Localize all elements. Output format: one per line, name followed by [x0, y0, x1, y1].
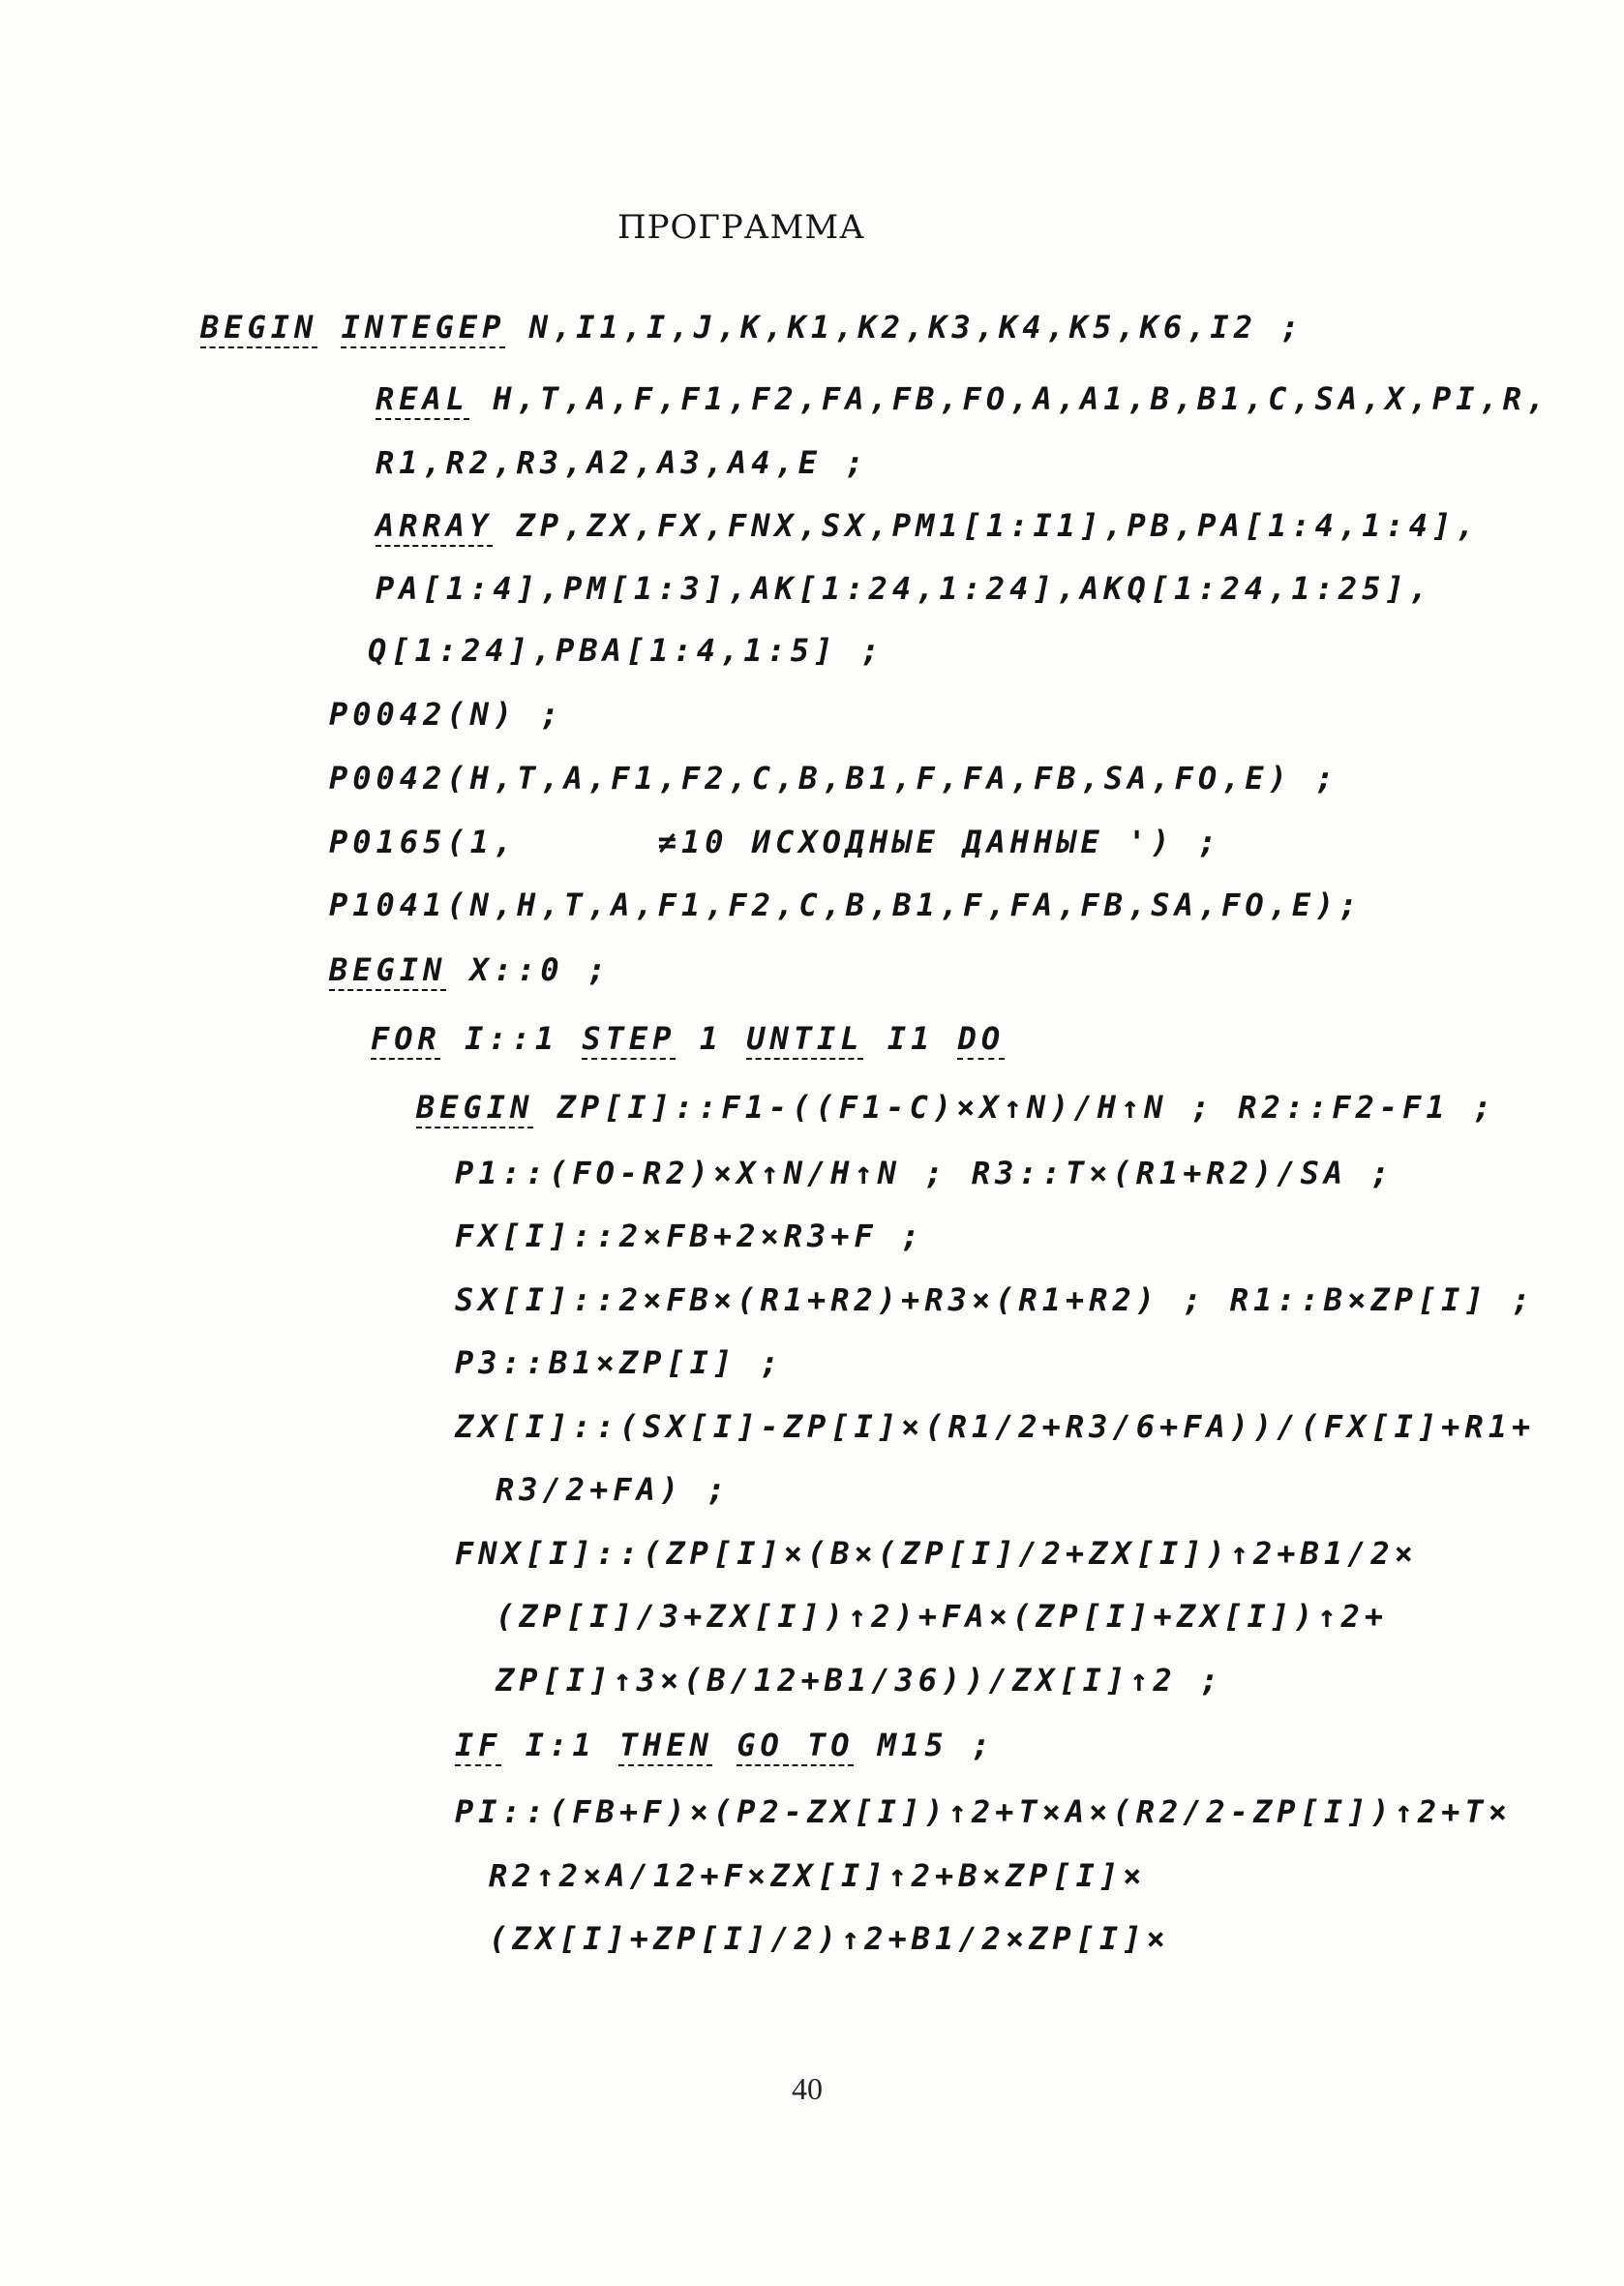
code-line	[368, 631, 885, 670]
code-line	[496, 1470, 731, 1509]
code-line	[489, 1856, 1146, 1895]
code-text: I1	[863, 1020, 958, 1057]
code-line	[200, 308, 1304, 346]
page-title: ПРОГРАММА	[617, 208, 865, 247]
code-keyword: BEGIN	[200, 309, 318, 346]
code-text: PI::(FB+F)×(P2-ZX[I])↑2+T×A×(R2/2-ZP[I])↑2+T×	[455, 1793, 1512, 1830]
code-text: P1::(FO-R2)×X↑N/H↑N ; R3::T×(R1+R2)/SA ;	[455, 1155, 1395, 1191]
code-line	[329, 759, 1338, 797]
code-line	[329, 950, 611, 989]
code-line	[455, 1154, 1395, 1192]
code-line	[455, 1726, 995, 1764]
code-line	[376, 379, 1549, 418]
code-keyword: REAL	[376, 380, 470, 417]
code-text: I::1	[440, 1020, 583, 1057]
code-text: P1041(N,H,T,A,F1,F2,C,B,B1,F,FA,FB,SA,FO,E);	[329, 887, 1363, 923]
code-text: M15 ;	[854, 1727, 996, 1763]
code-text: P0165(1, ≠10 ИСХОДНЫЕ ДАННЫЕ ') ;	[329, 824, 1222, 860]
code-keyword: INTEGEP	[341, 309, 506, 346]
code-text	[317, 309, 341, 346]
code-text: ZP[I]::F1-((F1-C)×X↑N)/H↑N ; R2::F2-F1 ;	[533, 1089, 1497, 1126]
code-line	[496, 1597, 1388, 1636]
code-line	[376, 506, 1479, 545]
code-line	[455, 1407, 1535, 1446]
code-line	[455, 1534, 1418, 1573]
code-keyword: IF	[455, 1727, 502, 1763]
code-text: FX[I]::2×FB+2×R3+F ;	[455, 1218, 925, 1254]
code-line	[455, 1217, 924, 1255]
code-keyword: BEGIN	[329, 951, 447, 988]
code-line	[416, 1088, 1496, 1127]
page-number: 40	[792, 2071, 823, 2106]
code-keyword: ARRAY	[376, 507, 494, 544]
code-text: R1,R2,R3,A2,A3,A4,E ;	[376, 444, 869, 481]
code-text: R2↑2×A/12+F×ZX[I]↑2+B×ZP[I]×	[489, 1857, 1147, 1894]
code-line	[329, 823, 1221, 861]
code-text: P3::B1×ZP[I] ;	[455, 1344, 784, 1381]
code-line	[455, 1343, 784, 1382]
code-text	[713, 1727, 737, 1763]
code-keyword: BEGIN	[416, 1089, 534, 1126]
code-text: ZX[I]::(SX[I]-ZP[I]×(R1/2+R3/6+FA))/(FX[I]+R1+	[455, 1408, 1536, 1445]
code-keyword: GO TO	[737, 1727, 855, 1763]
code-text: (ZP[I]/3+ZX[I])↑2)+FA×(ZP[I]+ZX[I])↑2+	[496, 1598, 1389, 1635]
code-text: P0042(H,T,A,F1,F2,C,B,B1,F,FA,FB,SA,FO,E) ;	[329, 760, 1339, 797]
code-keyword: STEP	[582, 1020, 677, 1057]
code-line	[455, 1280, 1535, 1319]
code-keyword: UNTIL	[746, 1020, 864, 1057]
code-line	[496, 1661, 1223, 1699]
code-line	[371, 1019, 1005, 1058]
code-text: ZP[I]↑3×(B/12+B1/36))/ZX[I]↑2 ;	[496, 1662, 1224, 1699]
code-text: N,I1,I,J,K,K1,K2,K3,K4,K5,K6,I2 ;	[505, 309, 1305, 346]
code-text: (ZX[I]+ZP[I]/2)↑2+B1/2×ZP[I]×	[489, 1920, 1170, 1957]
code-line	[376, 569, 1432, 608]
code-keyword: FOR	[371, 1020, 441, 1057]
code-text: FNX[I]::(ZP[I]×(B×(ZP[I]/2+ZX[I])↑2+B1/2×	[455, 1535, 1418, 1572]
code-text: PA[1:4],PM[1:3],AK[1:24,1:24],AKQ[1:24,1:25],	[376, 570, 1432, 607]
code-line	[455, 1792, 1512, 1831]
code-text: SX[I]::2×FB×(R1+R2)+R3×(R1+R2) ; R1::B×ZP[I] ;	[455, 1281, 1536, 1318]
code-text: R3/2+FA) ;	[496, 1471, 731, 1508]
code-keyword: DO	[957, 1020, 1006, 1057]
code-text: P0042(N) ;	[329, 696, 564, 733]
code-text: 1	[676, 1020, 747, 1057]
code-text: Q[1:24],PBA[1:4,1:5] ;	[368, 632, 885, 669]
code-line	[489, 1919, 1170, 1958]
code-text: X::0 ;	[446, 951, 612, 988]
code-line	[376, 443, 869, 482]
code-text: H,T,A,F,F1,F2,FA,FB,FO,A,A1,B,B1,C,SA,X,PI,R,	[469, 380, 1550, 417]
code-line	[329, 695, 564, 734]
code-text: I:1	[501, 1727, 619, 1763]
code-line	[329, 886, 1363, 924]
code-text: ZP,ZX,FX,FNX,SX,PM1[1:I1],PB,PA[1:4,1:4],	[493, 507, 1480, 544]
code-keyword: THEN	[618, 1727, 713, 1763]
